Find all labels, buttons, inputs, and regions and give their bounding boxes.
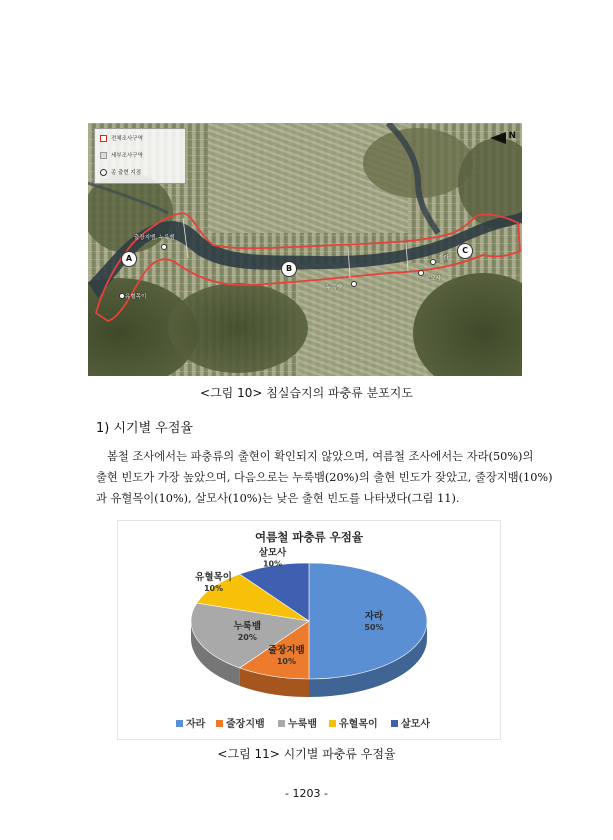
legend-item-species-point: 종 출현 지점 [100,166,141,178]
legend-label: 줄장지뱀 [226,719,265,730]
north-arrow: N [490,131,516,145]
species-label: 출장지뱀, 누룩뱀 [134,235,175,241]
legend-item-total-area: 전체조사구역 [100,132,143,144]
circle-marker-icon [100,169,107,176]
figure-11-caption: <그림 11> 시기별 파충류 우점율 [217,747,396,761]
legend-item-detail-area: 세부조사구역 [100,149,143,161]
slice-category-label: 줄장지뱀 [268,645,305,657]
legend-swatch [329,720,336,727]
distribution-map [88,123,522,376]
arrow-icon [490,132,506,144]
slice-percent-label: 10% [276,657,296,667]
section-heading: 1) 시기별 우점율 [96,421,193,436]
site-a-marker: A [121,251,137,267]
paragraph-line: 출현 빈도가 가장 높았으며, 다음으로는 누룩뱀(20%)의 출현 빈도가 잦았고, 줄장지뱀(10%) [96,471,553,484]
species-label: 유혈목이 [125,294,147,300]
slice-category-label: 누룩뱀 [233,620,262,632]
map-legend [94,128,186,184]
legend-swatch [278,720,285,727]
slice-category-label: 살모사 [258,547,287,559]
species-point-marker [430,259,436,265]
page-number: - 1203 - [285,787,328,800]
legend-swatch [216,720,223,727]
slice-percent-label: 50% [364,623,384,632]
slice-percent-label: 20% [237,632,257,642]
figure-10-caption: <그림 10> 침실습지의 파충류 분포지도 [200,386,413,400]
species-point-marker [418,270,424,276]
chart-title: 여름철 파충류 우점율 [255,530,363,544]
pie-chart-svg [118,521,500,739]
paragraph-line: 봄철 조사에서는 파충류의 출현이 확인되지 않았으며, 여름철 조사에서는 자라(50%)의 [107,450,534,463]
species-label: 누룩뱀 [326,285,342,291]
body-paragraph [96,446,553,509]
legend-label: 살모사 [401,719,430,730]
legend-label: 유혈목이 [339,719,378,730]
species-point-marker [161,244,167,250]
site-c-marker: C [457,243,473,259]
legend-label: 누룩뱀 [288,719,317,730]
red-square-icon [100,135,107,142]
legend-swatch [391,720,398,727]
slice-category-label: 자라 [364,611,384,622]
pie-chart [117,520,501,740]
grey-square-icon [100,152,107,159]
legend-swatch [176,720,183,727]
site-b-marker: B [281,261,297,277]
slice-category-label: 유혈목이 [195,571,232,583]
legend-label: 자라 [186,719,206,730]
paragraph-line: 과 유혈목이(10%), 살모사(10%)는 낮은 출현 빈도를 나타냈다(그림 11). [96,492,460,505]
species-label: 살모사 [425,276,441,282]
slice-percent-label: 10% [262,559,283,569]
species-label: 자라 [438,255,449,261]
species-point-marker [351,281,357,287]
slice-percent-label: 10% [203,583,224,593]
